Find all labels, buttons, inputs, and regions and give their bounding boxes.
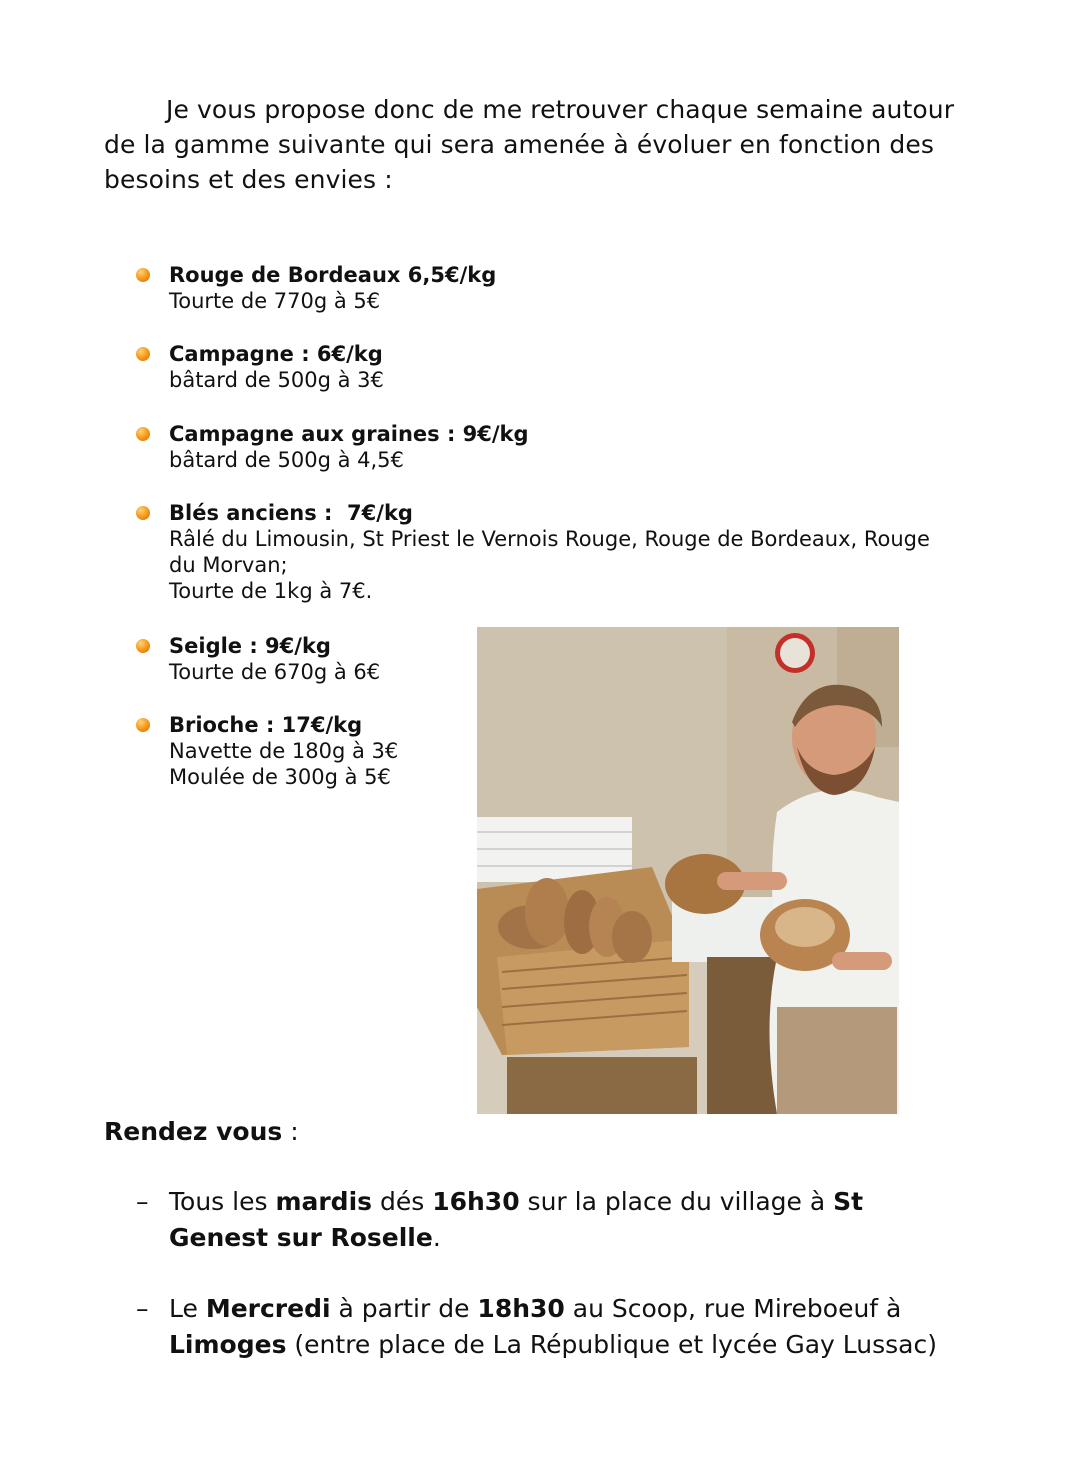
product-detail: bâtard de 500g à 4,5€ <box>169 448 404 472</box>
product-detail: Tourte de 770g à 5€ <box>169 289 381 313</box>
product-detail: bâtard de 500g à 3€ <box>169 368 384 392</box>
product-detail: Navette de 180g à 3€ <box>169 739 399 763</box>
text-segment: au Scoop, rue Mireboeuf à <box>564 1294 902 1323</box>
text-segment-bold: mardis <box>275 1187 373 1216</box>
text-segment: Tous les <box>169 1187 276 1216</box>
baker-photo-illustration <box>477 627 899 1114</box>
text-segment-bold: Mercredi <box>205 1294 331 1323</box>
product-name: Campagne : 6€/kg <box>169 342 383 366</box>
text-segment-bold: 18h30 <box>477 1294 565 1323</box>
text-segment: . <box>432 1223 441 1252</box>
product-item <box>136 500 986 604</box>
text-segment: à partir de <box>330 1294 478 1323</box>
rendezvous-item <box>136 1291 966 1363</box>
product-detail: du Morvan; <box>169 553 288 577</box>
rendezvous-heading <box>104 1114 299 1150</box>
product-name: Brioche : 17€/kg <box>169 713 363 737</box>
bullet-icon <box>136 718 150 732</box>
product-item <box>136 421 986 473</box>
dash-marker: – <box>136 1187 149 1216</box>
rendezvous-text <box>169 1184 896 1256</box>
product-detail: Tourte de 1kg à 7€. <box>169 579 373 603</box>
product-name: Blés anciens : 7€/kg <box>169 501 413 525</box>
text-segment-bold: St Genest sur Roselle <box>169 1187 864 1252</box>
bullet-icon <box>136 639 150 653</box>
intro-paragraph <box>104 92 984 197</box>
bullet-icon <box>136 427 150 441</box>
text-segment-bold: Limoges <box>169 1330 287 1359</box>
product-name: Seigle : 9€/kg <box>169 634 331 658</box>
bullet-icon <box>136 268 150 282</box>
product-item <box>136 712 456 790</box>
rendezvous-title-suffix: : <box>282 1117 299 1146</box>
dash-marker: – <box>136 1294 149 1323</box>
product-item <box>136 633 456 685</box>
product-detail: Râlé du Limousin, St Priest le Vernois Rouge, Rouge de Bordeaux, Rouge <box>169 527 930 551</box>
text-segment: (entre place de La République et lycée Gay Lussac) <box>286 1330 937 1359</box>
rendezvous-text <box>169 1291 966 1363</box>
rendezvous-item <box>136 1184 896 1256</box>
text-segment: dés <box>372 1187 433 1216</box>
intro-text: Je vous propose donc de me retrouver chaque semaine autour de la gamme suivante qui sera amenée à évoluer en fonction des besoins et des envies : <box>104 95 955 194</box>
text-segment: Le <box>169 1294 206 1323</box>
bullet-icon <box>136 347 150 361</box>
rendezvous-title: Rendez vous <box>104 1117 283 1146</box>
product-item <box>136 262 986 314</box>
bullet-icon <box>136 506 150 520</box>
product-item <box>136 341 986 393</box>
product-detail: Tourte de 670g à 6€ <box>169 660 381 684</box>
product-detail: Moulée de 300g à 5€ <box>169 765 391 789</box>
product-name: Rouge de Bordeaux 6,5€/kg <box>169 263 497 287</box>
text-segment-bold: 16h30 <box>432 1187 520 1216</box>
product-name: Campagne aux graines : 9€/kg <box>169 422 529 446</box>
baker-photo <box>477 627 899 1114</box>
text-segment: sur la place du village à <box>519 1187 834 1216</box>
